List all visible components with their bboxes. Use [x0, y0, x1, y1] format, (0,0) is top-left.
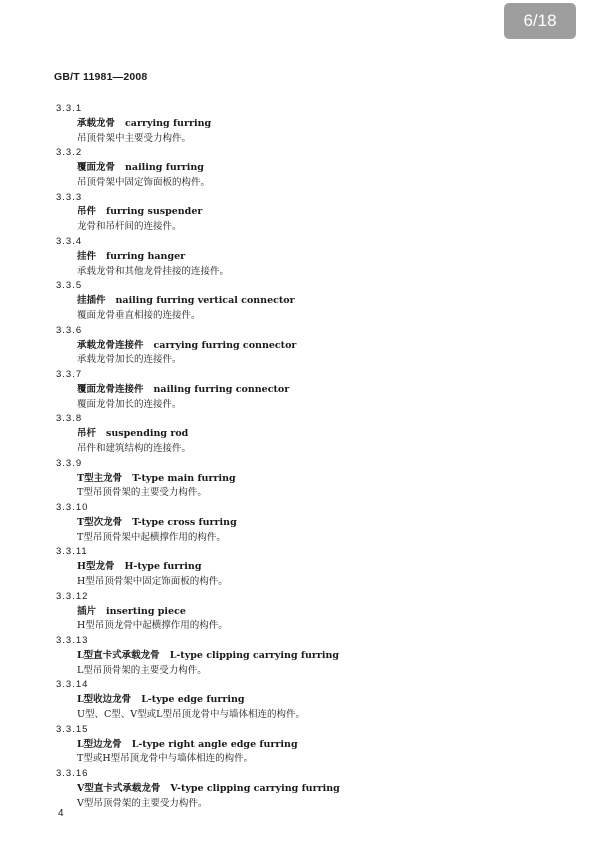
- term-title: [77, 782, 556, 797]
- term-entry: [56, 457, 556, 501]
- term-title: [77, 250, 556, 265]
- term-definition: 覆面龙骨加长的连接件。: [77, 398, 182, 410]
- term-title: [77, 117, 556, 132]
- term-title-zh: 挂插件: [77, 295, 106, 307]
- page-number: 4: [58, 808, 64, 819]
- term-title: [77, 649, 556, 664]
- term-entry: [56, 678, 556, 722]
- term-definition: 承载龙骨和其他龙骨挂接的连接件。: [77, 265, 230, 277]
- term-title-en: L-type right angle edge furring: [131, 738, 298, 750]
- term-title-en: T-type cross furring: [132, 516, 237, 528]
- term-title-zh: L型收边龙骨: [77, 694, 132, 706]
- term-number: 3.3.2: [56, 147, 83, 159]
- term-entry: [56, 324, 556, 368]
- term-title-en: V-type clipping carrying furring: [170, 782, 340, 794]
- term-definition: U型、C型、V型或L型吊顶龙骨中与墙体相连的构件。: [77, 709, 305, 721]
- term-entry: [56, 235, 556, 279]
- term-title-zh: 覆面龙骨: [77, 162, 116, 174]
- term-title: [77, 339, 556, 354]
- term-title-zh: V型直卡式承载龙骨: [77, 782, 161, 794]
- term-definition: T型或H型吊顶龙骨中与墙体相连的构件。: [77, 753, 254, 765]
- term-number: 3.3.5: [56, 280, 83, 292]
- term-entry: [56, 191, 556, 235]
- term-entry: [56, 767, 556, 811]
- term-title-en: furring hanger: [106, 250, 186, 262]
- term-definition: 吊顶骨架中固定饰面板的构件。: [77, 176, 211, 188]
- term-title-zh: H型龙骨: [77, 561, 115, 573]
- terms-list: [56, 102, 556, 812]
- term-title-zh: 吊杆: [77, 428, 97, 440]
- term-title-zh: 覆面龙骨连接件: [77, 383, 144, 395]
- term-entry: [56, 279, 556, 323]
- term-number: 3.3.13: [56, 635, 89, 647]
- term-title-zh: T型次龙骨: [77, 516, 123, 528]
- page-indicator-badge: 6/18: [504, 3, 576, 39]
- term-entry: [56, 102, 556, 146]
- term-title: [77, 383, 556, 398]
- term-entry: [56, 590, 556, 634]
- term-title: [77, 516, 556, 531]
- term-definition: T型吊顶骨架中起横撑作用的构件。: [77, 531, 226, 543]
- term-entry: [56, 723, 556, 767]
- term-title: [77, 472, 556, 487]
- term-title-zh: 承载龙骨连接件: [77, 339, 144, 351]
- term-entry: [56, 634, 556, 678]
- term-entry: [56, 501, 556, 545]
- term-title-zh: L型直卡式承载龙骨: [77, 649, 160, 661]
- term-title-en: furring suspender: [106, 206, 203, 218]
- term-number: 3.3.7: [56, 369, 83, 381]
- term-title: [77, 738, 556, 753]
- term-definition: T型吊顶骨架的主要受力构件。: [77, 487, 207, 499]
- term-title-en: nailing furring vertical connector: [115, 295, 295, 307]
- term-entry: [56, 146, 556, 190]
- term-title: [77, 427, 556, 442]
- term-number: 3.3.16: [56, 768, 89, 780]
- term-title: [77, 161, 556, 176]
- term-entry: [56, 368, 556, 412]
- term-number: 3.3.10: [56, 502, 89, 514]
- term-definition: V型吊顶骨架的主要受力构件。: [77, 797, 208, 809]
- term-title: [77, 560, 556, 575]
- term-number: 3.3.8: [56, 413, 83, 425]
- term-title-zh: 吊件: [77, 206, 97, 218]
- term-definition: H型吊顶骨架中固定饰面板的构件。: [77, 576, 228, 588]
- term-number: 3.3.1: [56, 103, 83, 114]
- term-title-en: carrying furring: [125, 117, 212, 129]
- term-title-en: L-type clipping carrying furring: [169, 649, 340, 661]
- term-number: 3.3.14: [56, 679, 89, 691]
- term-title: [77, 294, 556, 309]
- term-title-en: T-type main furring: [132, 472, 236, 484]
- term-definition: H型吊顶龙骨中起横撑作用的构件。: [77, 620, 228, 632]
- term-definition: L型吊顶骨架的主要受力构件。: [77, 664, 207, 676]
- term-title-zh: 挂件: [77, 250, 97, 262]
- term-number: 3.3.6: [56, 324, 83, 336]
- term-definition: 承载龙骨加长的连接件。: [77, 354, 182, 366]
- term-title-zh: 插片: [77, 605, 97, 617]
- term-title-en: suspending rod: [106, 428, 189, 440]
- term-title-en: inserting piece: [106, 605, 186, 617]
- term-title-zh: L型边龙骨: [77, 738, 122, 750]
- term-title: [77, 605, 556, 620]
- term-title-en: nailing furring connector: [153, 383, 290, 395]
- term-number: 3.3.4: [56, 236, 83, 248]
- term-title-zh: T型主龙骨: [77, 472, 123, 484]
- term-title: [77, 205, 556, 220]
- term-number: 3.3.11: [56, 546, 88, 558]
- term-number: 3.3.9: [56, 457, 83, 469]
- term-title: [77, 693, 556, 708]
- term-number: 3.3.12: [56, 590, 89, 602]
- term-title-en: L-type edge furring: [141, 694, 245, 706]
- term-number: 3.3.15: [56, 723, 89, 735]
- term-definition: 吊顶骨架中主要受力构件。: [77, 132, 192, 144]
- term-title-en: H-type furring: [124, 561, 202, 573]
- term-number: 3.3.3: [56, 191, 83, 203]
- term-entry: [56, 545, 556, 589]
- term-definition: 吊件和建筑结构的连接件。: [77, 443, 192, 454]
- standard-header: GB/T 11981—2008: [54, 71, 148, 83]
- term-definition: 龙骨和吊杆间的连接件。: [77, 221, 182, 233]
- term-title-en: carrying furring connector: [153, 339, 297, 351]
- term-title-en: nailing furring: [125, 162, 204, 174]
- term-title-zh: 承载龙骨: [77, 117, 116, 129]
- term-definition: 覆面龙骨垂直相接的连接件。: [77, 309, 201, 321]
- term-entry: [56, 412, 556, 456]
